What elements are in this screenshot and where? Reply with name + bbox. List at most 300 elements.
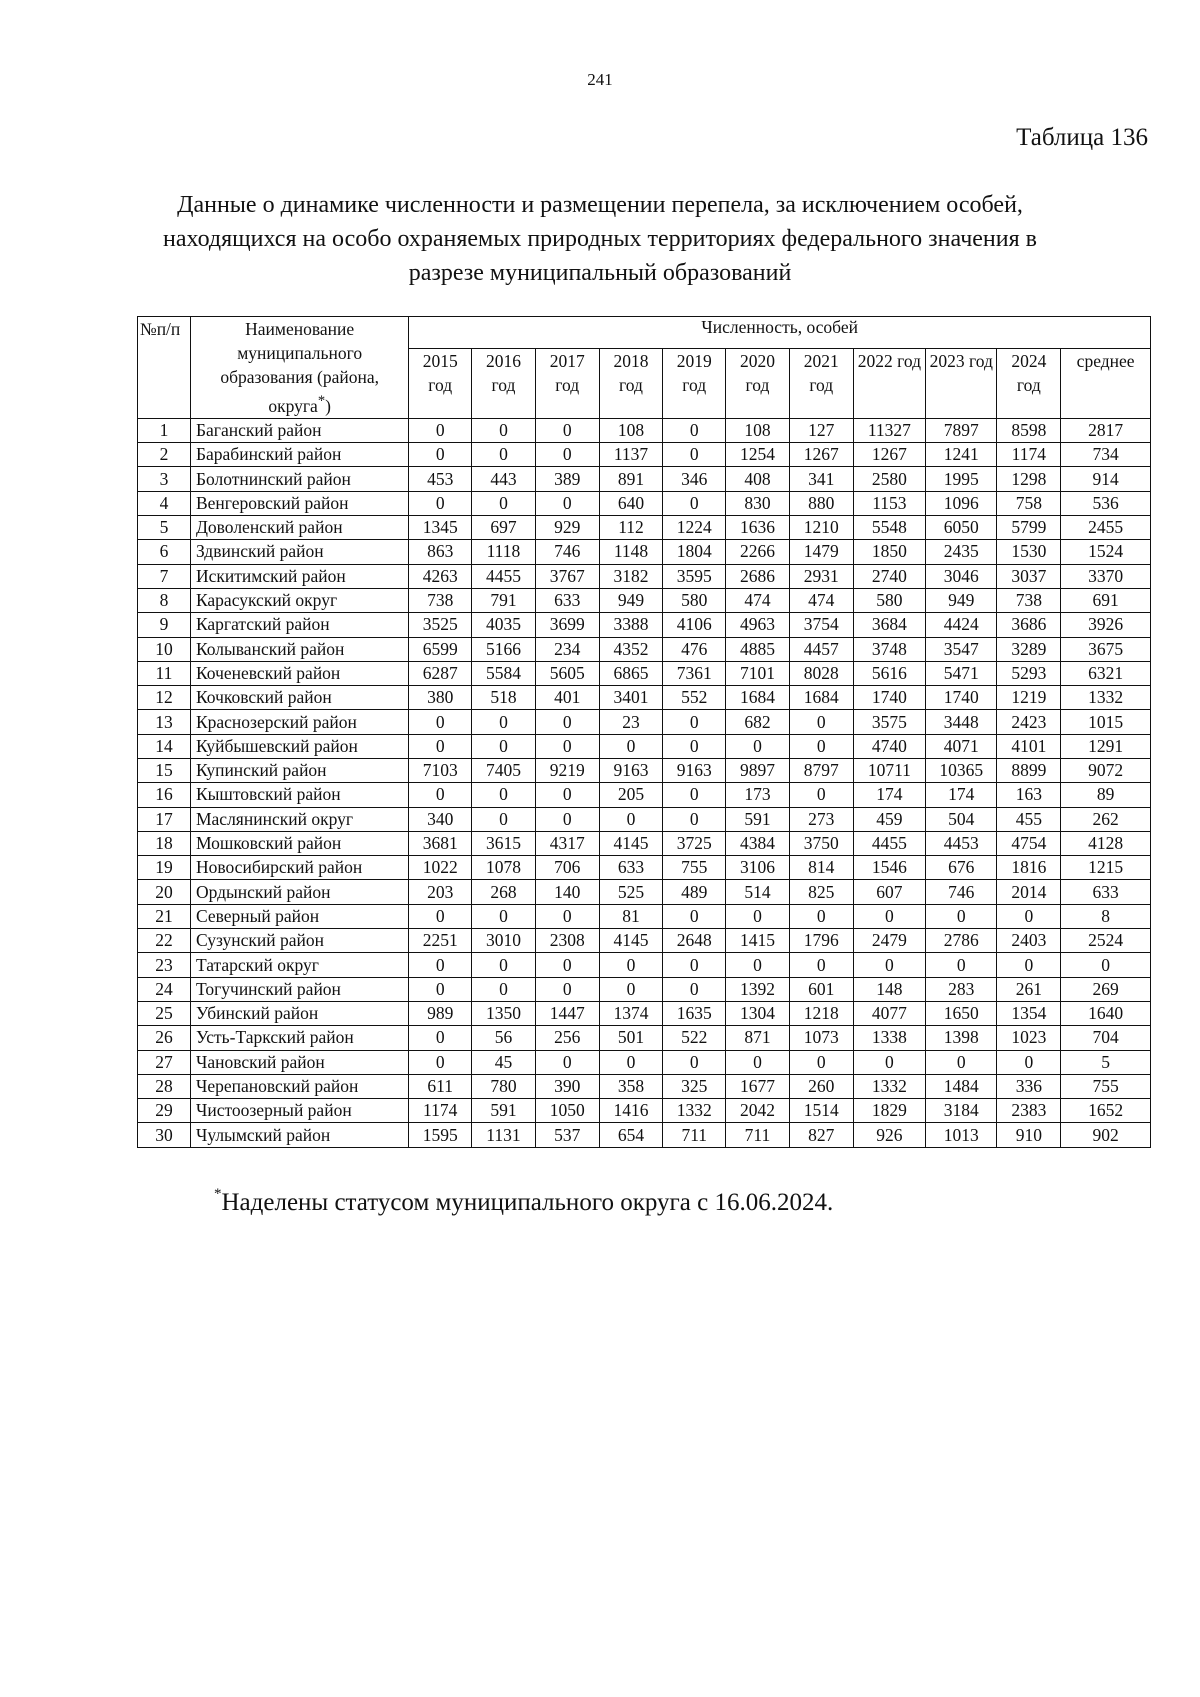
value-cell: 4384 [726,831,790,855]
municipality-name-cell: Тогучинский район [190,977,408,1001]
value-cell: 863 [409,540,472,564]
header-name-close: ) [325,395,331,416]
value-cell: 283 [926,977,997,1001]
value-cell: 1096 [926,491,997,515]
value-cell: 1595 [409,1123,472,1147]
table-row [138,1074,1151,1098]
row-number-cell: 19 [138,856,191,880]
value-cell: 3182 [599,564,663,588]
row-number-cell: 13 [138,710,191,734]
municipality-name-cell: Сузунский район [190,929,408,953]
header-name [190,317,408,419]
header-column: 2021 год [789,348,853,418]
value-cell: 691 [1061,588,1151,612]
municipality-name-cell: Чановский район [190,1050,408,1074]
value-cell: 455 [997,807,1061,831]
value-cell: 1652 [1061,1099,1151,1123]
value-cell: 0 [472,418,536,442]
value-cell: 1740 [853,686,925,710]
header-group-population: Численность, особей [409,317,1151,349]
value-cell: 536 [1061,491,1151,515]
municipality-name-cell: Барабинский район [190,443,408,467]
header-column: среднее [1061,348,1151,418]
value-cell: 234 [535,637,599,661]
value-cell: 0 [789,904,853,928]
value-cell: 1174 [997,443,1061,467]
value-cell: 1219 [997,686,1061,710]
value-cell: 830 [726,491,790,515]
value-cell: 4145 [599,929,663,953]
value-cell: 1153 [853,491,925,515]
value-cell: 1684 [789,686,853,710]
value-cell: 1210 [789,516,853,540]
table-row [138,953,1151,977]
value-cell: 0 [726,734,790,758]
municipality-name-cell: Усть-Таркский район [190,1026,408,1050]
value-cell: 1118 [472,540,536,564]
value-cell: 3448 [926,710,997,734]
table-row [138,1001,1151,1025]
value-cell: 4263 [409,564,472,588]
value-cell: 1267 [789,443,853,467]
value-cell: 340 [409,807,472,831]
value-cell: 3681 [409,831,472,855]
table-row [138,588,1151,612]
table-row [138,661,1151,685]
value-cell: 2479 [853,929,925,953]
value-cell: 755 [1061,1074,1151,1098]
value-cell: 0 [472,783,536,807]
row-number-cell: 18 [138,831,191,855]
value-cell: 261 [997,977,1061,1001]
value-cell: 880 [789,491,853,515]
value-cell: 4106 [663,613,726,637]
value-cell: 1640 [1061,1001,1151,1025]
value-cell: 0 [409,734,472,758]
value-cell: 1345 [409,516,472,540]
municipality-name-cell: Карасукский округ [190,588,408,612]
value-cell: 1148 [599,540,663,564]
value-cell: 6321 [1061,661,1151,685]
value-cell: 3046 [926,564,997,588]
value-cell: 0 [472,734,536,758]
value-cell: 8598 [997,418,1061,442]
value-cell: 0 [535,953,599,977]
value-cell: 2042 [726,1099,790,1123]
value-cell: 0 [663,491,726,515]
value-cell: 1524 [1061,540,1151,564]
value-cell: 0 [535,977,599,1001]
table-row [138,856,1151,880]
value-cell: 0 [663,1050,726,1074]
value-cell: 1137 [599,443,663,467]
municipality-name-cell: Каргатский район [190,613,408,637]
value-cell: 4352 [599,637,663,661]
value-cell: 4077 [853,1001,925,1025]
header-column: 2024 год [997,348,1061,418]
value-cell: 1241 [926,443,997,467]
value-cell: 0 [663,710,726,734]
value-cell: 2403 [997,929,1061,953]
row-number-cell: 21 [138,904,191,928]
table-row [138,929,1151,953]
table-row [138,443,1151,467]
value-cell: 112 [599,516,663,540]
value-cell: 256 [535,1026,599,1050]
value-cell: 3184 [926,1099,997,1123]
value-cell: 711 [663,1123,726,1147]
value-cell: 0 [853,904,925,928]
table-row [138,904,1151,928]
row-number-cell: 4 [138,491,191,515]
row-number-cell: 12 [138,686,191,710]
value-cell: 262 [1061,807,1151,831]
value-cell: 2014 [997,880,1061,904]
value-cell: 914 [1061,467,1151,491]
population-table [137,316,1151,1148]
value-cell: 633 [535,588,599,612]
value-cell: 5471 [926,661,997,685]
value-cell: 0 [663,953,726,977]
municipality-name-cell: Северный район [190,904,408,928]
value-cell: 1392 [726,977,790,1001]
table-row [138,710,1151,734]
value-cell: 1354 [997,1001,1061,1025]
table-row [138,686,1151,710]
value-cell: 2455 [1061,516,1151,540]
value-cell: 871 [726,1026,790,1050]
table-row [138,1026,1151,1050]
row-number-cell: 30 [138,1123,191,1147]
value-cell: 0 [535,710,599,734]
value-cell: 891 [599,467,663,491]
value-cell: 474 [726,588,790,612]
value-cell: 269 [1061,977,1151,1001]
row-number-cell: 16 [138,783,191,807]
value-cell: 127 [789,418,853,442]
value-cell: 0 [663,977,726,1001]
value-cell: 10365 [926,758,997,782]
value-cell: 3575 [853,710,925,734]
value-cell: 0 [663,418,726,442]
value-cell: 81 [599,904,663,928]
value-cell: 7361 [663,661,726,685]
municipality-name-cell: Чулымский район [190,1123,408,1147]
value-cell: 2423 [997,710,1061,734]
value-cell: 0 [409,953,472,977]
value-cell: 1298 [997,467,1061,491]
value-cell: 0 [663,904,726,928]
value-cell: 1218 [789,1001,853,1025]
value-cell: 633 [599,856,663,880]
municipality-name-cell: Новосибирский район [190,856,408,880]
value-cell: 0 [789,953,853,977]
value-cell: 205 [599,783,663,807]
value-cell: 268 [472,880,536,904]
value-cell: 1829 [853,1099,925,1123]
header-column: 2016 год [472,348,536,418]
table-row [138,564,1151,588]
value-cell: 11327 [853,418,925,442]
municipality-name-cell: Мошковский район [190,831,408,855]
value-cell: 89 [1061,783,1151,807]
value-cell: 1796 [789,929,853,953]
row-number-cell: 29 [138,1099,191,1123]
value-cell: 4101 [997,734,1061,758]
value-cell: 1131 [472,1123,536,1147]
value-cell: 163 [997,783,1061,807]
value-cell: 989 [409,1001,472,1025]
value-cell: 676 [926,856,997,880]
value-cell: 6865 [599,661,663,685]
value-cell: 640 [599,491,663,515]
value-cell: 5293 [997,661,1061,685]
value-cell: 3750 [789,831,853,855]
table-row [138,1099,1151,1123]
value-cell: 929 [535,516,599,540]
value-cell: 1374 [599,1001,663,1025]
value-cell: 746 [535,540,599,564]
value-cell: 4071 [926,734,997,758]
municipality-name-cell: Баганский район [190,418,408,442]
value-cell: 325 [663,1074,726,1098]
value-cell: 522 [663,1026,726,1050]
value-cell: 389 [535,467,599,491]
header-column: 2023 год [926,348,997,418]
value-cell: 0 [926,1050,997,1074]
value-cell: 591 [726,807,790,831]
value-cell: 0 [409,783,472,807]
value-cell: 1514 [789,1099,853,1123]
value-cell: 3767 [535,564,599,588]
value-cell: 2251 [409,929,472,953]
value-cell: 4963 [726,613,790,637]
municipality-name-cell: Искитимский район [190,564,408,588]
value-cell: 4424 [926,613,997,637]
value-cell: 2435 [926,540,997,564]
value-cell: 3699 [535,613,599,637]
municipality-name-cell: Черепановский район [190,1074,408,1098]
table-label: Таблица 136 [1016,124,1148,151]
value-cell: 2308 [535,929,599,953]
row-number-cell: 8 [138,588,191,612]
value-cell: 5584 [472,661,536,685]
value-cell: 1215 [1061,856,1151,880]
value-cell: 580 [853,588,925,612]
value-cell: 1291 [1061,734,1151,758]
value-cell: 0 [535,904,599,928]
value-cell: 0 [472,807,536,831]
value-cell: 910 [997,1123,1061,1147]
row-number-cell: 11 [138,661,191,685]
header-column: 2015 год [409,348,472,418]
document-title: Данные о динамике численности и размещении перепела, за исключением особей, находящихся на особо охраняемых природных территориях федерального значения в разрезе муниципальный образований [163,192,1037,286]
value-cell: 203 [409,880,472,904]
header-column: 2020 год [726,348,790,418]
value-cell: 390 [535,1074,599,1098]
value-cell: 7897 [926,418,997,442]
value-cell: 108 [599,418,663,442]
value-cell: 0 [663,807,726,831]
value-cell: 1398 [926,1026,997,1050]
value-cell: 711 [726,1123,790,1147]
row-number-cell: 15 [138,758,191,782]
municipality-name-cell: Кочковский район [190,686,408,710]
value-cell: 8899 [997,758,1061,782]
footnote-marker: * [214,1186,222,1202]
value-cell: 56 [472,1026,536,1050]
value-cell: 1267 [853,443,925,467]
value-cell: 1677 [726,1074,790,1098]
value-cell: 780 [472,1074,536,1098]
value-cell: 514 [726,880,790,904]
value-cell: 3370 [1061,564,1151,588]
municipality-name-cell: Колыванский район [190,637,408,661]
row-number-cell: 9 [138,613,191,637]
row-number-cell: 23 [138,953,191,977]
value-cell: 902 [1061,1123,1151,1147]
value-cell: 5799 [997,516,1061,540]
value-cell: 3388 [599,613,663,637]
value-cell: 1636 [726,516,790,540]
value-cell: 9072 [1061,758,1151,782]
value-cell: 4128 [1061,831,1151,855]
value-cell: 607 [853,880,925,904]
table-row [138,734,1151,758]
value-cell: 4885 [726,637,790,661]
value-cell: 3401 [599,686,663,710]
value-cell: 5616 [853,661,925,685]
value-cell: 476 [663,637,726,661]
value-cell: 0 [535,418,599,442]
value-cell: 4457 [789,637,853,661]
value-cell: 358 [599,1074,663,1098]
value-cell: 7103 [409,758,472,782]
value-cell: 0 [409,418,472,442]
table-row [138,467,1151,491]
value-cell: 601 [789,977,853,1001]
value-cell: 1635 [663,1001,726,1025]
row-number-cell: 27 [138,1050,191,1074]
value-cell: 1684 [726,686,790,710]
municipality-name-cell: Коченевский район [190,661,408,685]
value-cell: 401 [535,686,599,710]
municipality-name-cell: Венгеровский район [190,491,408,515]
table-row [138,1123,1151,1147]
value-cell: 1332 [1061,686,1151,710]
municipality-name-cell: Куйбышевский район [190,734,408,758]
table-row [138,540,1151,564]
row-number-cell: 10 [138,637,191,661]
value-cell: 1304 [726,1001,790,1025]
value-cell: 0 [663,443,726,467]
value-cell: 1650 [926,1001,997,1025]
value-cell: 1013 [926,1123,997,1147]
table-row [138,418,1151,442]
value-cell: 6050 [926,516,997,540]
value-cell: 140 [535,880,599,904]
value-cell: 1224 [663,516,726,540]
value-cell: 0 [535,734,599,758]
value-cell: 0 [663,783,726,807]
row-number-cell: 25 [138,1001,191,1025]
value-cell: 1447 [535,1001,599,1025]
value-cell: 697 [472,516,536,540]
table-row [138,880,1151,904]
table-body [138,418,1151,1147]
value-cell: 706 [535,856,599,880]
municipality-name-cell: Ордынский район [190,880,408,904]
value-cell: 758 [997,491,1061,515]
value-cell: 1530 [997,540,1061,564]
value-cell: 0 [789,710,853,734]
row-number-cell: 6 [138,540,191,564]
value-cell: 0 [472,904,536,928]
value-cell: 3725 [663,831,726,855]
municipality-name-cell: Чистоозерный район [190,1099,408,1123]
municipality-name-cell: Болотнинский район [190,467,408,491]
row-number-cell: 14 [138,734,191,758]
value-cell: 1338 [853,1026,925,1050]
value-cell: 2580 [853,467,925,491]
value-cell: 654 [599,1123,663,1147]
table-row [138,758,1151,782]
value-cell: 0 [663,734,726,758]
value-cell: 0 [997,904,1061,928]
value-cell: 1050 [535,1099,599,1123]
value-cell: 1415 [726,929,790,953]
value-cell: 174 [853,783,925,807]
row-number-cell: 1 [138,418,191,442]
value-cell: 3675 [1061,637,1151,661]
municipality-name-cell: Маслянинский округ [190,807,408,831]
value-cell: 474 [789,588,853,612]
value-cell: 0 [599,1050,663,1074]
value-cell: 8028 [789,661,853,685]
value-cell: 443 [472,467,536,491]
municipality-name-cell: Краснозерский район [190,710,408,734]
value-cell: 5548 [853,516,925,540]
value-cell: 0 [997,1050,1061,1074]
value-cell: 0 [926,904,997,928]
value-cell: 0 [789,783,853,807]
row-number-cell: 26 [138,1026,191,1050]
header-column: 2018 год [599,348,663,418]
value-cell: 2740 [853,564,925,588]
header-number: №п/п [138,317,191,419]
value-cell: 0 [535,491,599,515]
value-cell: 611 [409,1074,472,1098]
value-cell: 0 [472,977,536,1001]
row-number-cell: 24 [138,977,191,1001]
value-cell: 0 [726,904,790,928]
value-cell: 346 [663,467,726,491]
value-cell: 10711 [853,758,925,782]
municipality-name-cell: Татарский округ [190,953,408,977]
value-cell: 949 [926,588,997,612]
value-cell: 0 [409,1026,472,1050]
table-row [138,637,1151,661]
value-cell: 3106 [726,856,790,880]
municipality-name-cell: Здвинский район [190,540,408,564]
value-cell: 633 [1061,880,1151,904]
value-cell: 0 [599,807,663,831]
value-cell: 0 [599,953,663,977]
value-cell: 2817 [1061,418,1151,442]
value-cell: 755 [663,856,726,880]
value-cell: 1850 [853,540,925,564]
value-cell: 0 [535,1050,599,1074]
